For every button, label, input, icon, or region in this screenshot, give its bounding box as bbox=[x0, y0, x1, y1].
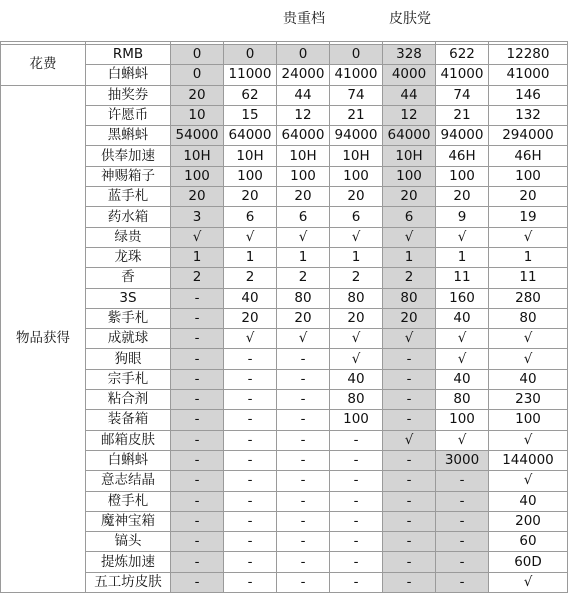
value-cell: √ bbox=[171, 227, 224, 247]
value-cell: 12 bbox=[277, 105, 330, 125]
value-cell: √ bbox=[277, 227, 330, 247]
row-label: 装备箱 bbox=[86, 410, 171, 430]
value-cell: - bbox=[383, 410, 436, 430]
value-cell: √ bbox=[436, 430, 489, 450]
value-cell: 9 bbox=[436, 207, 489, 227]
value-cell: 80 bbox=[383, 288, 436, 308]
value-cell: √ bbox=[489, 572, 568, 592]
row-label: 狗眼 bbox=[86, 349, 171, 369]
table-row bbox=[1, 187, 568, 207]
row-label: 黑蝌蚪 bbox=[86, 126, 171, 146]
value-cell: - bbox=[171, 430, 224, 450]
value-cell: 20 bbox=[489, 187, 568, 207]
value-cell: 41000 bbox=[489, 65, 568, 85]
value-cell: 10H bbox=[171, 146, 224, 166]
value-cell: √ bbox=[489, 329, 568, 349]
value-cell: - bbox=[330, 532, 383, 552]
tier-label-valuable: 贵重档 bbox=[283, 11, 325, 27]
table-row bbox=[1, 390, 568, 410]
table-row bbox=[1, 491, 568, 511]
value-cell: - bbox=[224, 552, 277, 572]
row-label: 邮箱皮肤 bbox=[86, 430, 171, 450]
value-cell: - bbox=[171, 369, 224, 389]
value-cell: 40 bbox=[436, 308, 489, 328]
row-label: 白蝌蚪 bbox=[86, 65, 171, 85]
value-cell: √ bbox=[436, 329, 489, 349]
value-cell: 6 bbox=[330, 207, 383, 227]
value-cell: 64000 bbox=[383, 126, 436, 146]
value-cell: 2 bbox=[383, 268, 436, 288]
value-cell: 622 bbox=[436, 45, 489, 65]
value-cell: 94000 bbox=[330, 126, 383, 146]
row-label: 绿贵 bbox=[86, 227, 171, 247]
value-cell: - bbox=[277, 390, 330, 410]
table-row bbox=[1, 45, 568, 65]
value-cell: 2 bbox=[171, 268, 224, 288]
value-cell: - bbox=[330, 471, 383, 491]
value-cell: - bbox=[383, 572, 436, 592]
value-cell: √ bbox=[383, 430, 436, 450]
table-row bbox=[1, 288, 568, 308]
value-cell: 74 bbox=[330, 85, 383, 105]
value-cell: - bbox=[224, 572, 277, 592]
value-cell: 80 bbox=[330, 390, 383, 410]
value-cell: 200 bbox=[489, 511, 568, 531]
value-cell: 40 bbox=[330, 369, 383, 389]
table-row bbox=[1, 349, 568, 369]
table-row bbox=[1, 105, 568, 125]
value-cell: 60 bbox=[489, 532, 568, 552]
table-row bbox=[1, 207, 568, 227]
table-row bbox=[1, 410, 568, 430]
tier-label-skin: 皮肤党 bbox=[389, 11, 431, 27]
value-cell: 100 bbox=[171, 166, 224, 186]
value-cell: 11 bbox=[489, 268, 568, 288]
row-label: RMB bbox=[86, 45, 171, 65]
value-cell: 0 bbox=[330, 45, 383, 65]
value-cell: - bbox=[224, 430, 277, 450]
value-cell: 20 bbox=[224, 308, 277, 328]
value-cell: - bbox=[277, 450, 330, 470]
value-cell: - bbox=[436, 471, 489, 491]
value-cell: 3 bbox=[171, 207, 224, 227]
value-cell: 144000 bbox=[489, 450, 568, 470]
value-cell: 11 bbox=[436, 268, 489, 288]
value-cell: - bbox=[171, 552, 224, 572]
table-row bbox=[1, 532, 568, 552]
value-cell: 6 bbox=[383, 207, 436, 227]
table-row bbox=[1, 247, 568, 267]
value-cell: 64000 bbox=[224, 126, 277, 146]
value-cell: - bbox=[277, 572, 330, 592]
value-cell: 20 bbox=[330, 187, 383, 207]
row-label: 白蝌蚪 bbox=[86, 450, 171, 470]
row-label: 许愿币 bbox=[86, 105, 171, 125]
table-row bbox=[1, 572, 568, 592]
value-cell: 4000 bbox=[383, 65, 436, 85]
value-cell: 41000 bbox=[330, 65, 383, 85]
value-cell: 132 bbox=[489, 105, 568, 125]
table-row bbox=[1, 329, 568, 349]
row-label: 供奉加速 bbox=[86, 146, 171, 166]
row-label: 意志结晶 bbox=[86, 471, 171, 491]
table-row bbox=[1, 552, 568, 572]
value-cell: 2 bbox=[330, 268, 383, 288]
row-label: 粘合剂 bbox=[86, 390, 171, 410]
value-cell: √ bbox=[330, 227, 383, 247]
value-cell: 328 bbox=[383, 45, 436, 65]
row-label: 橙手札 bbox=[86, 491, 171, 511]
value-cell: - bbox=[383, 471, 436, 491]
value-cell: 1 bbox=[436, 247, 489, 267]
value-cell: 11000 bbox=[224, 65, 277, 85]
row-label: 五工坊皮肤 bbox=[86, 572, 171, 592]
value-cell: - bbox=[224, 349, 277, 369]
value-cell: - bbox=[383, 532, 436, 552]
value-cell: 40 bbox=[489, 491, 568, 511]
value-cell: - bbox=[171, 329, 224, 349]
value-cell: √ bbox=[436, 227, 489, 247]
value-cell: 20 bbox=[383, 187, 436, 207]
value-cell: 54000 bbox=[171, 126, 224, 146]
table-row bbox=[1, 268, 568, 288]
table-row bbox=[1, 65, 568, 85]
value-cell: 10H bbox=[224, 146, 277, 166]
table-row bbox=[1, 450, 568, 470]
row-label: 药水箱 bbox=[86, 207, 171, 227]
value-cell: 20 bbox=[171, 85, 224, 105]
value-cell: - bbox=[277, 471, 330, 491]
value-cell: 40 bbox=[436, 369, 489, 389]
value-cell: 40 bbox=[224, 288, 277, 308]
value-cell: - bbox=[171, 572, 224, 592]
value-cell: - bbox=[171, 450, 224, 470]
table-row bbox=[1, 511, 568, 531]
value-cell: 294000 bbox=[489, 126, 568, 146]
section-items: 物品获得 bbox=[1, 85, 86, 592]
value-cell: 160 bbox=[436, 288, 489, 308]
table-row bbox=[1, 85, 568, 105]
value-cell: 2 bbox=[277, 268, 330, 288]
row-label: 3S bbox=[86, 288, 171, 308]
value-cell: 10 bbox=[171, 105, 224, 125]
value-cell: 74 bbox=[436, 85, 489, 105]
value-cell: - bbox=[171, 288, 224, 308]
value-cell: 1 bbox=[224, 247, 277, 267]
item-table bbox=[0, 41, 568, 593]
row-label: 蓝手札 bbox=[86, 187, 171, 207]
value-cell: - bbox=[383, 349, 436, 369]
value-cell: √ bbox=[330, 329, 383, 349]
table-row bbox=[1, 227, 568, 247]
value-cell: 19 bbox=[489, 207, 568, 227]
value-cell: - bbox=[383, 552, 436, 572]
value-cell: - bbox=[171, 471, 224, 491]
value-cell: 20 bbox=[277, 187, 330, 207]
value-cell: 100 bbox=[330, 166, 383, 186]
value-cell: 3000 bbox=[436, 450, 489, 470]
value-cell: 20 bbox=[171, 187, 224, 207]
table-row bbox=[1, 308, 568, 328]
value-cell: - bbox=[277, 511, 330, 531]
value-cell: 10H bbox=[277, 146, 330, 166]
value-cell: - bbox=[277, 349, 330, 369]
value-cell: - bbox=[224, 369, 277, 389]
value-cell: 100 bbox=[489, 166, 568, 186]
value-cell: 12 bbox=[383, 105, 436, 125]
section-cost: 花费 bbox=[1, 45, 86, 86]
value-cell: - bbox=[436, 552, 489, 572]
value-cell: 1 bbox=[383, 247, 436, 267]
value-cell: 100 bbox=[383, 166, 436, 186]
value-cell: 80 bbox=[330, 288, 383, 308]
value-cell: - bbox=[224, 511, 277, 531]
value-cell: - bbox=[224, 491, 277, 511]
value-cell: - bbox=[224, 450, 277, 470]
value-cell: - bbox=[330, 511, 383, 531]
row-label: 提炼加速 bbox=[86, 552, 171, 572]
value-cell: - bbox=[171, 410, 224, 430]
table-row bbox=[1, 166, 568, 186]
value-cell: 100 bbox=[330, 410, 383, 430]
row-label: 紫手札 bbox=[86, 308, 171, 328]
value-cell: - bbox=[224, 410, 277, 430]
value-cell: 1 bbox=[171, 247, 224, 267]
value-cell: - bbox=[383, 511, 436, 531]
value-cell: √ bbox=[330, 349, 383, 369]
value-cell: 80 bbox=[489, 308, 568, 328]
value-cell: - bbox=[171, 390, 224, 410]
table-row bbox=[1, 430, 568, 450]
value-cell: - bbox=[330, 572, 383, 592]
value-cell: 12280 bbox=[489, 45, 568, 65]
value-cell: 44 bbox=[277, 85, 330, 105]
value-cell: √ bbox=[489, 349, 568, 369]
value-cell: √ bbox=[383, 227, 436, 247]
value-cell: - bbox=[383, 491, 436, 511]
value-cell: 2 bbox=[224, 268, 277, 288]
row-label: 抽奖券 bbox=[86, 85, 171, 105]
value-cell: 230 bbox=[489, 390, 568, 410]
value-cell: 1 bbox=[277, 247, 330, 267]
value-cell: 44 bbox=[383, 85, 436, 105]
value-cell: 20 bbox=[330, 308, 383, 328]
value-cell: - bbox=[436, 491, 489, 511]
value-cell: - bbox=[330, 491, 383, 511]
value-cell: 46H bbox=[436, 146, 489, 166]
table-row bbox=[1, 471, 568, 491]
table-row bbox=[1, 369, 568, 389]
value-cell: - bbox=[277, 369, 330, 389]
value-cell: √ bbox=[224, 329, 277, 349]
value-cell: - bbox=[277, 410, 330, 430]
value-cell: 20 bbox=[277, 308, 330, 328]
value-cell: - bbox=[171, 491, 224, 511]
value-cell: 100 bbox=[224, 166, 277, 186]
value-cell: - bbox=[171, 349, 224, 369]
row-label: 魔神宝箱 bbox=[86, 511, 171, 531]
value-cell: - bbox=[436, 572, 489, 592]
row-label: 龙珠 bbox=[86, 247, 171, 267]
value-cell: 40 bbox=[489, 369, 568, 389]
value-cell: √ bbox=[489, 471, 568, 491]
value-cell: √ bbox=[383, 329, 436, 349]
value-cell: - bbox=[277, 552, 330, 572]
value-cell: 21 bbox=[436, 105, 489, 125]
value-cell: 94000 bbox=[436, 126, 489, 146]
value-cell: 62 bbox=[224, 85, 277, 105]
value-cell: - bbox=[171, 532, 224, 552]
header-row bbox=[0, 0, 560, 40]
value-cell: 41000 bbox=[436, 65, 489, 85]
value-cell: 46H bbox=[489, 146, 568, 166]
value-cell: 80 bbox=[277, 288, 330, 308]
value-cell: 64000 bbox=[277, 126, 330, 146]
value-cell: - bbox=[436, 511, 489, 531]
value-cell: - bbox=[383, 390, 436, 410]
value-cell: 100 bbox=[436, 410, 489, 430]
value-cell: - bbox=[171, 511, 224, 531]
value-cell: 6 bbox=[224, 207, 277, 227]
value-cell: 146 bbox=[489, 85, 568, 105]
value-cell: - bbox=[330, 552, 383, 572]
value-cell: 100 bbox=[277, 166, 330, 186]
value-cell: 0 bbox=[171, 65, 224, 85]
row-label: 神赐箱子 bbox=[86, 166, 171, 186]
value-cell: 0 bbox=[171, 45, 224, 65]
value-cell: 20 bbox=[383, 308, 436, 328]
value-cell: - bbox=[330, 430, 383, 450]
value-cell: - bbox=[224, 390, 277, 410]
value-cell: - bbox=[330, 450, 383, 470]
value-cell: 24000 bbox=[277, 65, 330, 85]
value-cell: 100 bbox=[436, 166, 489, 186]
value-cell: √ bbox=[224, 227, 277, 247]
row-label: 成就球 bbox=[86, 329, 171, 349]
value-cell: √ bbox=[489, 430, 568, 450]
value-cell: 10H bbox=[330, 146, 383, 166]
value-cell: - bbox=[224, 532, 277, 552]
value-cell: 6 bbox=[277, 207, 330, 227]
value-cell: - bbox=[224, 471, 277, 491]
value-cell: - bbox=[436, 532, 489, 552]
value-cell: 15 bbox=[224, 105, 277, 125]
value-cell: - bbox=[277, 532, 330, 552]
value-cell: 0 bbox=[224, 45, 277, 65]
value-cell: 60D bbox=[489, 552, 568, 572]
table-row bbox=[1, 126, 568, 146]
value-cell: - bbox=[171, 308, 224, 328]
value-cell: 20 bbox=[436, 187, 489, 207]
row-label: 宗手札 bbox=[86, 369, 171, 389]
value-cell: 21 bbox=[330, 105, 383, 125]
value-cell: 0 bbox=[277, 45, 330, 65]
table-row bbox=[1, 146, 568, 166]
value-cell: 280 bbox=[489, 288, 568, 308]
value-cell: 1 bbox=[330, 247, 383, 267]
value-cell: 10H bbox=[383, 146, 436, 166]
value-cell: - bbox=[277, 491, 330, 511]
value-cell: √ bbox=[489, 227, 568, 247]
value-cell: 1 bbox=[489, 247, 568, 267]
row-label: 镐头 bbox=[86, 532, 171, 552]
value-cell: - bbox=[383, 450, 436, 470]
value-cell: - bbox=[383, 369, 436, 389]
value-cell: √ bbox=[277, 329, 330, 349]
row-label: 香 bbox=[86, 268, 171, 288]
value-cell: √ bbox=[436, 349, 489, 369]
value-cell: 20 bbox=[224, 187, 277, 207]
value-cell: 100 bbox=[489, 410, 568, 430]
value-cell: - bbox=[277, 430, 330, 450]
value-cell: 80 bbox=[436, 390, 489, 410]
